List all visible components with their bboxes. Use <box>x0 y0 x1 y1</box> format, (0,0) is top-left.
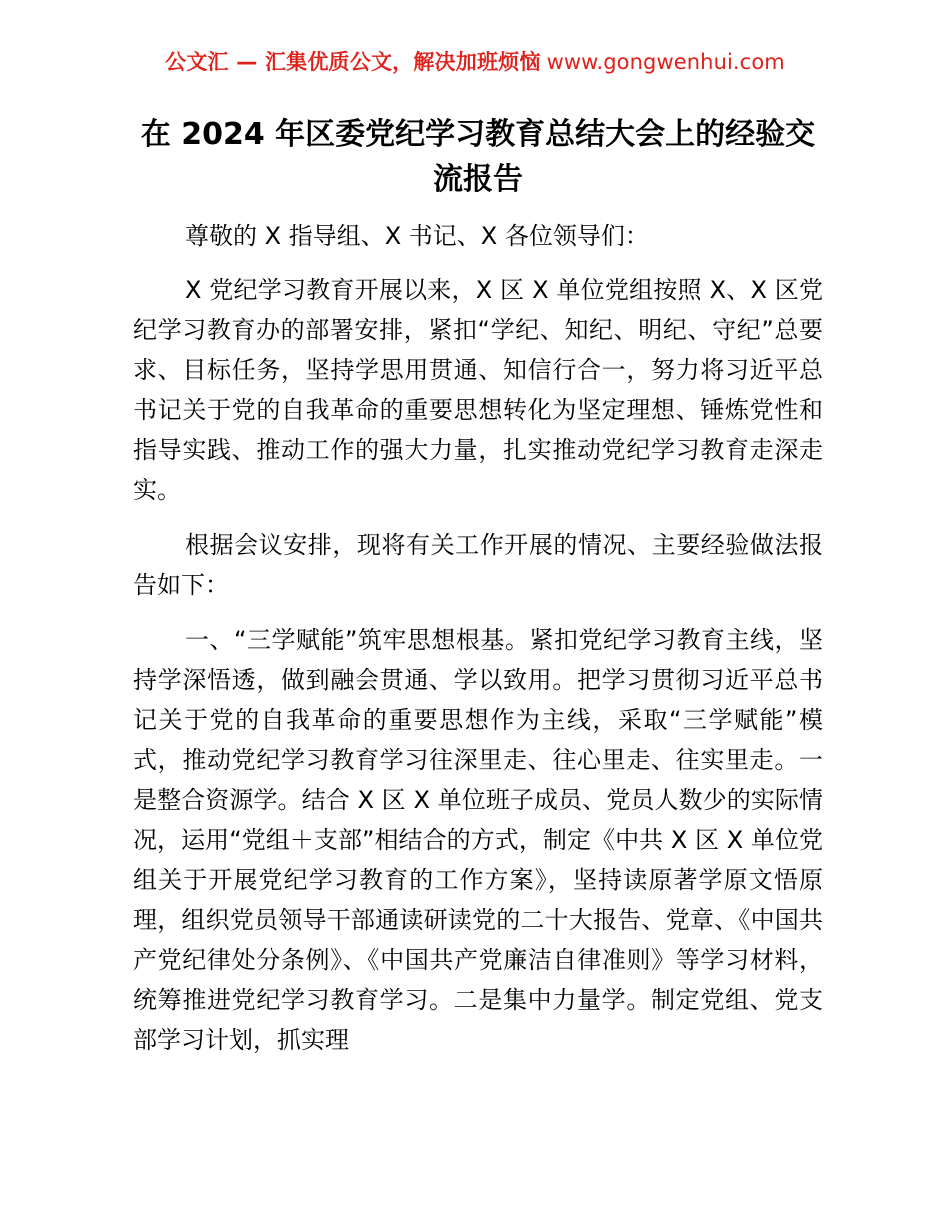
document-body <box>133 112 823 1060</box>
document-salutation: 尊敬的 X 指导组、X 书记、X 各位领导们： <box>185 222 649 250</box>
document-paragraph-2: 根据会议安排，现将有关工作开展的情况、主要经验做法报告如下： <box>133 531 823 599</box>
document-paragraph-1: X 党纪学习教育开展以来，X 区 X 单位党组按照 X、X 区党纪学习教育办的部署安排，紧扣“学纪、知纪、明纪、守纪”总要求、目标任务，坚持学思用贯通、知信行合一，努力将习近平总书记关于党的自我革命的重要思想转化为坚定理想、锤炼党性和指导实践、推动工作的强大力量，扎实推动党纪学习教育走深走实。 <box>133 276 823 504</box>
site-banner-slogan: 公文汇 — 汇集优质公文，解决加班烦恼 <box>165 50 541 74</box>
document-title: 在 2024 年区委党纪学习教育总结大会上的经验交流报告 <box>140 117 816 197</box>
document-paragraph-3: 一、“三学赋能”筑牢思想根基。紧扣党纪学习教育主线，坚持学深悟透，做到融会贯通、学以致用。把学习贯彻习近平总书记关于党的自我革命的重要思想作为主线，采取“三学赋能”模式，推动党纪学习教育学习往深里走、往心里走、往实里走。一是整合资源学。结合 X 区 X 单位班子成员、党员人数少的实际情况，运用“党组＋支部”相结合的方式，制定《中共 X 区 X 单位党组关于开展党纪学习教育的工作方案》，坚持读原著学原文悟原理，组织党员领导干部通读研读党的二十大报告、党章、《中国共产党纪律处分条例》、《中国共产党廉洁自律准则》等学习材料，统筹推进党纪学习教育学习。二是集中力量学。制定党组、党支部学习计划，抓实理 <box>133 626 823 1054</box>
site-banner-url: www.gongwenhui.com <box>546 50 785 74</box>
site-banner <box>0 52 950 73</box>
